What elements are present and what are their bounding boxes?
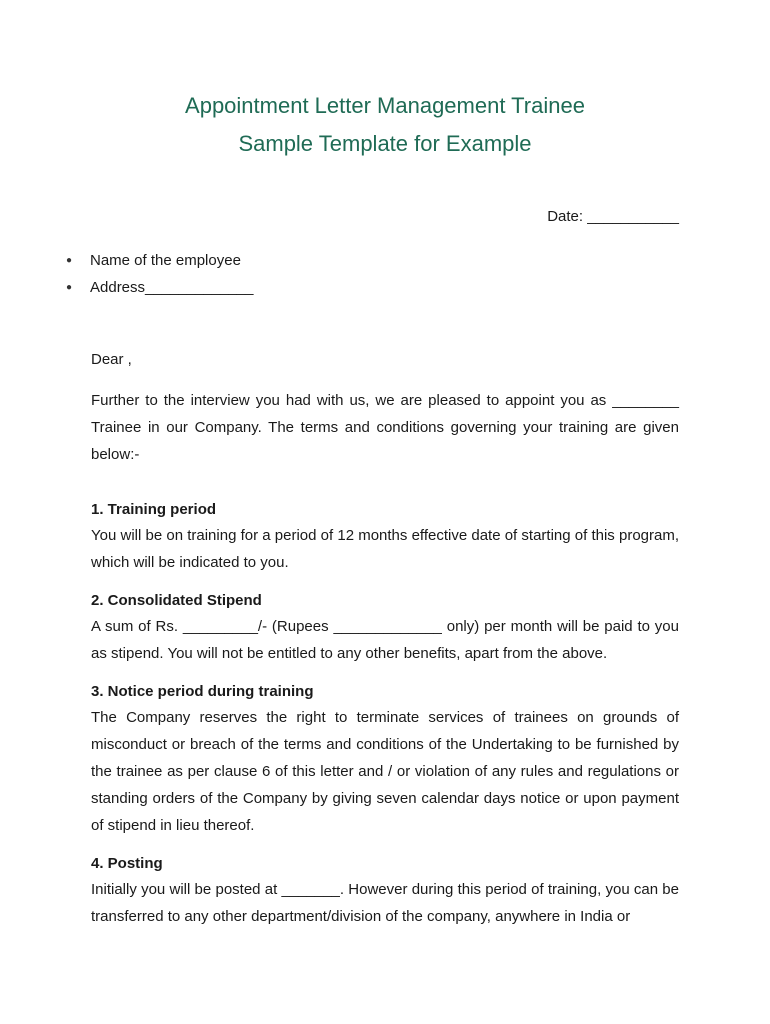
section-heading-posting: 4. Posting	[91, 855, 163, 872]
list-item	[66, 278, 253, 305]
employee-name-label: Name of the employee	[90, 252, 241, 269]
address-label: Address_____________	[90, 279, 254, 296]
greeting: Dear ,	[91, 351, 132, 368]
section-text-posting: Initially you will be posted at _______. However during this period of training, you can be transferred to any other department/division of the company, anywhere in India or	[91, 881, 679, 925]
section-text-notice-period: The Company reserves the right to terminate services of trainees on grounds of misconduct or breach of the terms and conditions of the Undertaking to be furnished by the trainee as per clause 6 of this letter and / or violation of any rules and regulations or standing orders of the Company by giving seven calendar days notice or upon payment of stipend in lieu thereof.	[91, 709, 679, 834]
section-text-training-period: You will be on training for a period of 12 months effective date of starting of this program, which will be indicated to you.	[91, 527, 679, 571]
date-field: Date: ___________	[547, 208, 679, 225]
intro-paragraph: Further to the interview you had with us, we are pleased to appoint you as ________ Trainee in our Company. The terms and conditions governing your training are given below:-	[91, 392, 679, 463]
section-heading-training-period: 1. Training period	[91, 501, 217, 518]
bullet-icon: ●	[66, 282, 73, 293]
section-text-stipend: A sum of Rs. _________/- (Rupees _____________ only) per month will be paid to you as stipend. You will not be entitled to any other benefits, apart from the above.	[91, 618, 679, 662]
list-item	[66, 251, 253, 278]
document-title: Appointment Letter Management Trainee	[185, 93, 585, 118]
section-heading-stipend: 2. Consolidated Stipend	[91, 592, 262, 609]
recipient-list	[66, 251, 253, 305]
bullet-icon: ●	[66, 255, 73, 266]
section-heading-notice-period: 3. Notice period during training	[91, 683, 314, 700]
document-subtitle: Sample Template for Example	[238, 131, 532, 156]
